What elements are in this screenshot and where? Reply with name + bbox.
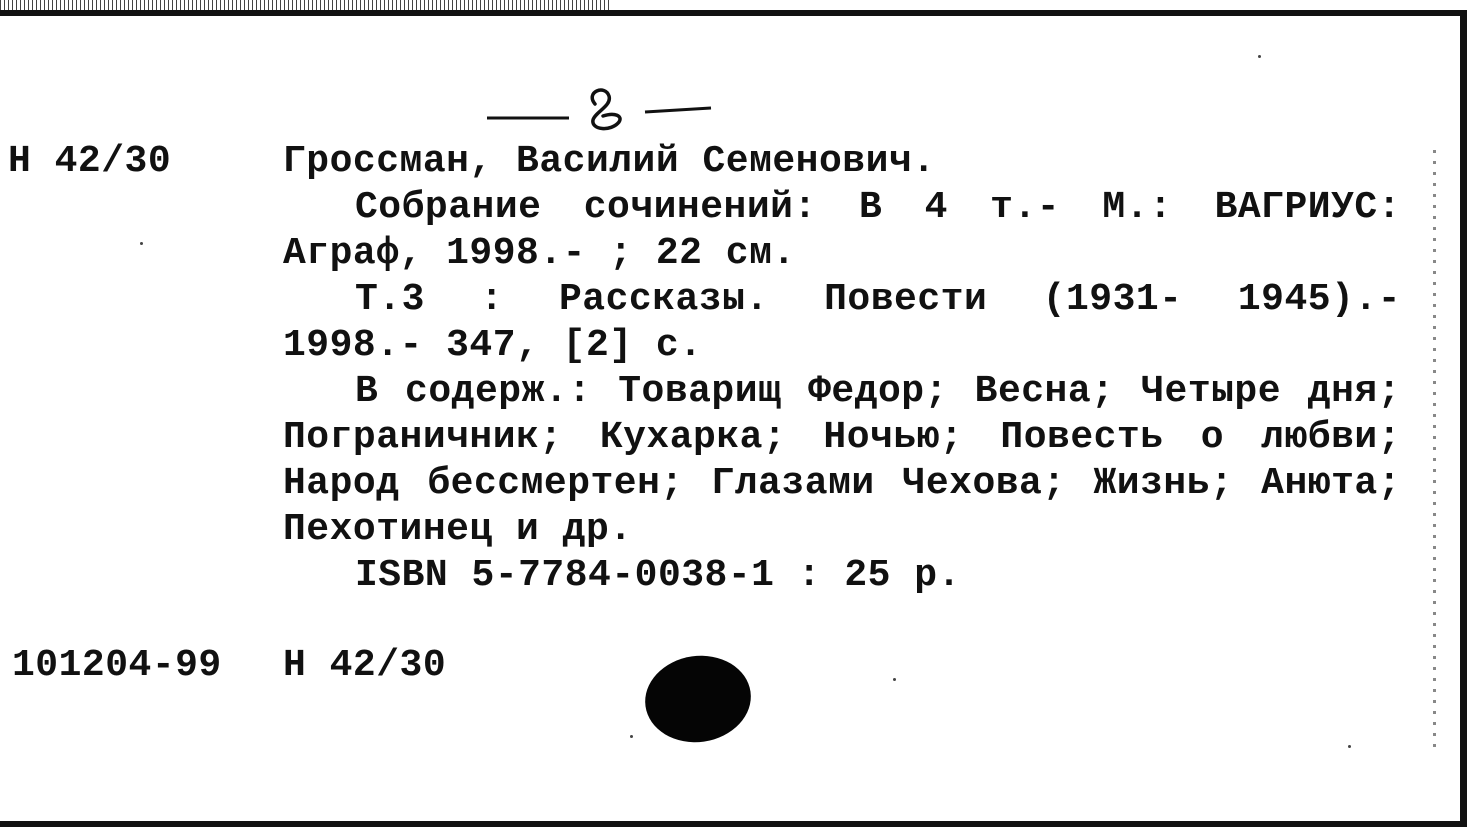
ink-speck [1348, 745, 1351, 748]
ink-speck [893, 678, 896, 681]
card-bottom-border [0, 821, 1467, 827]
shelfmark-bottom: Н 42/30 [283, 644, 447, 687]
author-heading: Гроссман, Василий Семенович. [283, 140, 936, 183]
shelfmark: Н 42/30 [8, 140, 172, 183]
ink-speck [630, 735, 633, 738]
card-punch-hole [640, 649, 757, 749]
inventory-number: 101204-99 [12, 644, 222, 687]
ink-speck [140, 242, 143, 245]
card-right-border [1460, 10, 1467, 827]
ink-speck [1258, 55, 1261, 58]
contents-note: В содерж.: Товарищ Федор; Весна; Четыре дня; Пограничник; Кухарка; Ночью; Повесть о любви; Народ бессмертен; Глазами Чехова; Жизнь; Анюта; Пехотинец и др. [283, 370, 1401, 551]
edition-statement: Собрание сочинений: В 4 т.- М.: ВАГРИУС: Аграф, 1998.- ; 22 см. [283, 186, 1401, 275]
volume-statement: Т.3 : Рассказы. Повести (1931- 1945).- 1998.- 347, [2] с. [283, 278, 1401, 367]
card-top-border [0, 10, 1462, 16]
card-top-edge-marks [0, 0, 610, 10]
isbn-price: ISBN 5-7784-0038-1 : 25 р. [355, 554, 961, 597]
handwritten-mark [483, 82, 723, 142]
card-right-dashed-line [1433, 150, 1436, 750]
